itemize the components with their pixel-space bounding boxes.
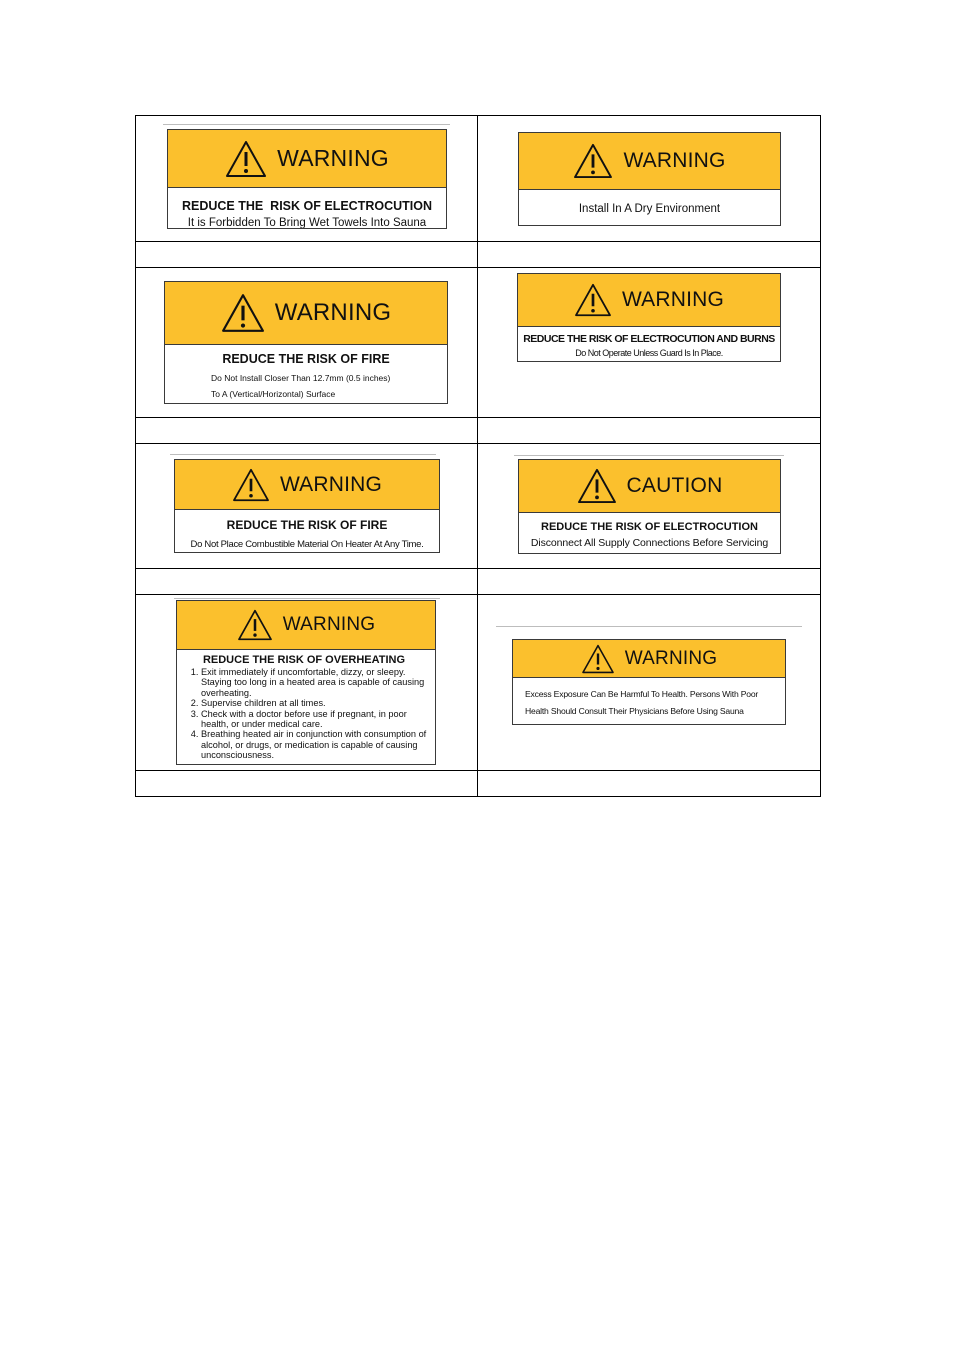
label-body	[168, 188, 446, 228]
label-band	[513, 640, 785, 678]
empty-cell	[478, 771, 821, 797]
label-disconnect	[518, 459, 781, 554]
label-cell	[136, 116, 478, 242]
label-band	[518, 274, 780, 327]
label-heading: REDUCE THE RISK OF ELECTROCUTION	[541, 521, 758, 533]
table-row	[136, 242, 821, 268]
empty-cell	[136, 569, 478, 595]
label-heading: REDUCE THE RISK OF OVERHEATING	[202, 654, 406, 666]
signal-word: WARNING	[624, 647, 718, 669]
label-dry-environment	[518, 132, 781, 226]
label-body	[519, 513, 780, 553]
warning-triangle-icon	[574, 283, 612, 317]
label-body	[513, 678, 785, 724]
list-item: 2. Supervise children at all times.	[201, 698, 427, 708]
label-overheating	[176, 600, 436, 765]
label-heading: REDUCE THE RISK OF ELECTROCUTION	[181, 199, 432, 213]
label-text: Do Not Install Closer Than 12.7mm (0.5 inches)	[211, 373, 391, 383]
signal-word: WARNING	[282, 614, 376, 635]
scan-line	[170, 454, 436, 455]
label-cell	[136, 268, 478, 418]
warning-triangle-icon	[577, 468, 617, 504]
label-fire-clearance	[164, 281, 448, 404]
signal-word: WARNING	[277, 145, 389, 171]
signal-word: CAUTION	[626, 474, 723, 497]
label-cell	[478, 595, 821, 771]
overheating-steps-list	[181, 667, 427, 761]
empty-cell	[136, 242, 478, 268]
empty-cell	[478, 242, 821, 268]
warning-triangle-icon	[221, 293, 265, 333]
empty-cell	[136, 771, 478, 797]
list-item: 1. Exit immediately if uncomfortable, dizzy, or sleepy. Staying too long in a heated area is capable of causing overheating.	[201, 667, 427, 698]
label-text: Do Not Place Combustible Material On Heater At Any Time.	[190, 539, 424, 550]
list-item: 4. Breathing heated air in conjunction with consumption of alcohol, or drugs, or medication is capable of causing unconsciousness.	[201, 729, 427, 760]
label-heading: REDUCE THE RISK OF FIRE	[226, 518, 388, 532]
signal-word: WARNING	[621, 288, 725, 311]
list-item: 3. Check with a doctor before use if pregnant, in poor health, or under medical care.	[201, 709, 427, 730]
scan-line	[174, 598, 440, 599]
scan-line	[496, 626, 802, 627]
label-band	[175, 460, 439, 510]
label-heading: REDUCE THE RISK OF FIRE	[222, 352, 390, 366]
warning-triangle-icon	[232, 468, 270, 502]
table-row	[136, 116, 821, 242]
empty-cell	[136, 418, 478, 444]
label-band	[165, 282, 447, 345]
table-row	[136, 418, 821, 444]
label-text: It is Forbidden To Bring Wet Towels Into Sauna	[187, 217, 427, 229]
label-cell	[478, 444, 821, 569]
table-row	[136, 569, 821, 595]
signal-word: WARNING	[274, 299, 392, 326]
label-heading: REDUCE THE RISK OF ELECTROCUTION AND BURNS	[523, 333, 775, 345]
label-guard	[517, 273, 781, 362]
label-body	[177, 650, 435, 764]
label-text: To A (Vertical/Horizontal) Surface	[211, 389, 336, 399]
label-body	[518, 327, 780, 361]
label-body	[519, 190, 780, 225]
warning-labels-table	[135, 115, 821, 797]
label-combustible	[174, 459, 440, 553]
table-row	[136, 595, 821, 771]
warning-triangle-icon	[573, 143, 613, 179]
warning-triangle-icon	[237, 609, 273, 641]
label-cell	[478, 268, 821, 418]
signal-word: WARNING	[279, 472, 383, 496]
empty-cell	[478, 418, 821, 444]
table-row	[136, 444, 821, 569]
label-text: Install In A Dry Environment	[578, 203, 721, 215]
label-band	[168, 130, 446, 188]
scan-line	[163, 124, 450, 125]
warning-triangle-icon	[225, 140, 267, 178]
label-body	[175, 510, 439, 552]
label-band	[519, 460, 780, 513]
table-row	[136, 268, 821, 418]
label-cell	[478, 116, 821, 242]
empty-cell	[478, 569, 821, 595]
label-wet-towels	[167, 129, 447, 229]
label-band	[519, 133, 780, 190]
label-body	[165, 345, 447, 403]
label-cell	[136, 595, 478, 771]
label-cell	[136, 444, 478, 569]
label-text: Health Should Consult Their Physicians Before Using Sauna	[525, 706, 744, 716]
label-text: Do Not Operate Unless Guard Is In Place.	[575, 348, 723, 358]
label-exposure	[512, 639, 786, 725]
scan-line	[514, 455, 784, 456]
label-text: Excess Exposure Can Be Harmful To Health. Persons With Poor	[525, 689, 759, 699]
label-text: Disconnect All Supply Connections Before Servicing	[530, 537, 769, 549]
signal-word: WARNING	[623, 149, 726, 172]
table-row	[136, 771, 821, 797]
warning-triangle-icon	[581, 644, 615, 674]
label-band	[177, 601, 435, 650]
